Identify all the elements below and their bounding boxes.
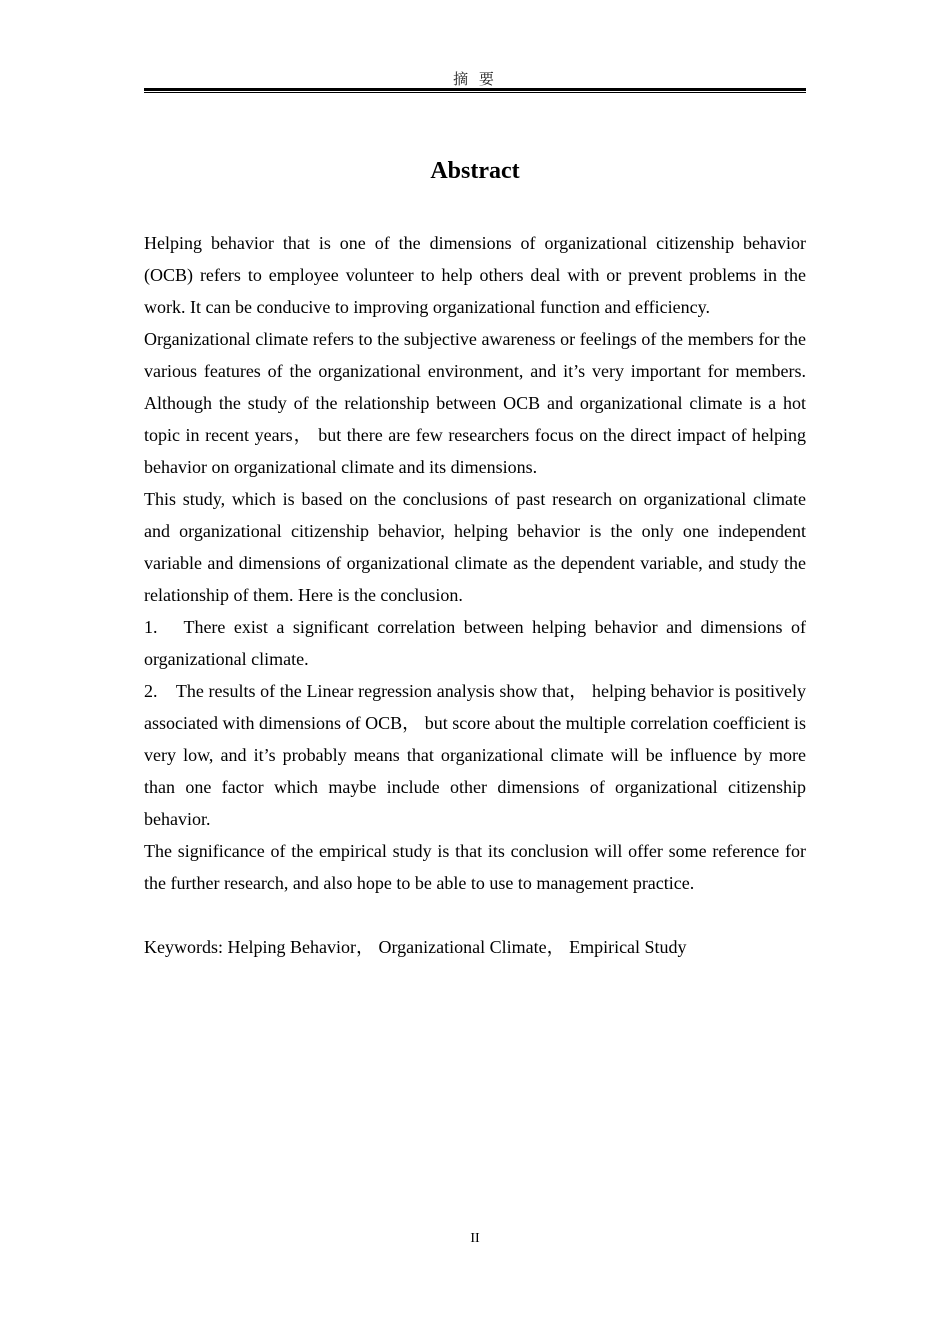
running-header: 摘 要	[453, 70, 497, 88]
abstract-heading: Abstract	[430, 158, 520, 184]
abstract-body	[144, 227, 806, 963]
abstract-paragraph-1: Helping behavior that is one of the dimensions of organizational citizenship behavior (OCB) refers to employee volunteer to help others deal with or prevent problems in the work. It can be conducive to improving organizational function and efficiency.	[144, 233, 806, 317]
keywords-line: Keywords: Helping Behavior， Organizational Climate， Empirical Study	[144, 937, 687, 957]
abstract-paragraph-significance: The significance of the empirical study is that its conclusion will offer some reference for the further research, and also hope to be able to use to management practice.	[144, 841, 806, 893]
conclusion-item-1: 1. There exist a significant correlation between helping behavior and dimensions of organizational climate.	[144, 617, 806, 669]
page-number: II	[470, 1231, 480, 1246]
conclusion-item-2: 2. The results of the Linear regression analysis show that， helping behavior is positively associated with dimensions of OCB， but score about the multiple correlation coefficient is very low, and it’s probably means that organizational climate will be influence by more than one factor which maybe include other dimensions of organizational citizenship behavior.	[144, 681, 806, 829]
abstract-paragraph-2: Organizational climate refers to the subjective awareness or feelings of the members for the various features of the organizational environment, and it’s very important for members. Although the study of the relationship between OCB and organizational climate is a hot topic in recent years， but there are few researchers focus on the direct impact of helping behavior on organizational climate and its dimensions.	[144, 329, 806, 477]
header-rule-thin	[144, 92, 806, 93]
abstract-paragraph-3: This study, which is based on the conclusions of past research on organizational climate and organizational citizenship behavior, helping behavior is the only one independent variable and dimensions of organizational climate as the dependent variable, and study the relationship of them. Here is the conclusion.	[144, 489, 806, 605]
header-rule-thick	[144, 88, 806, 91]
